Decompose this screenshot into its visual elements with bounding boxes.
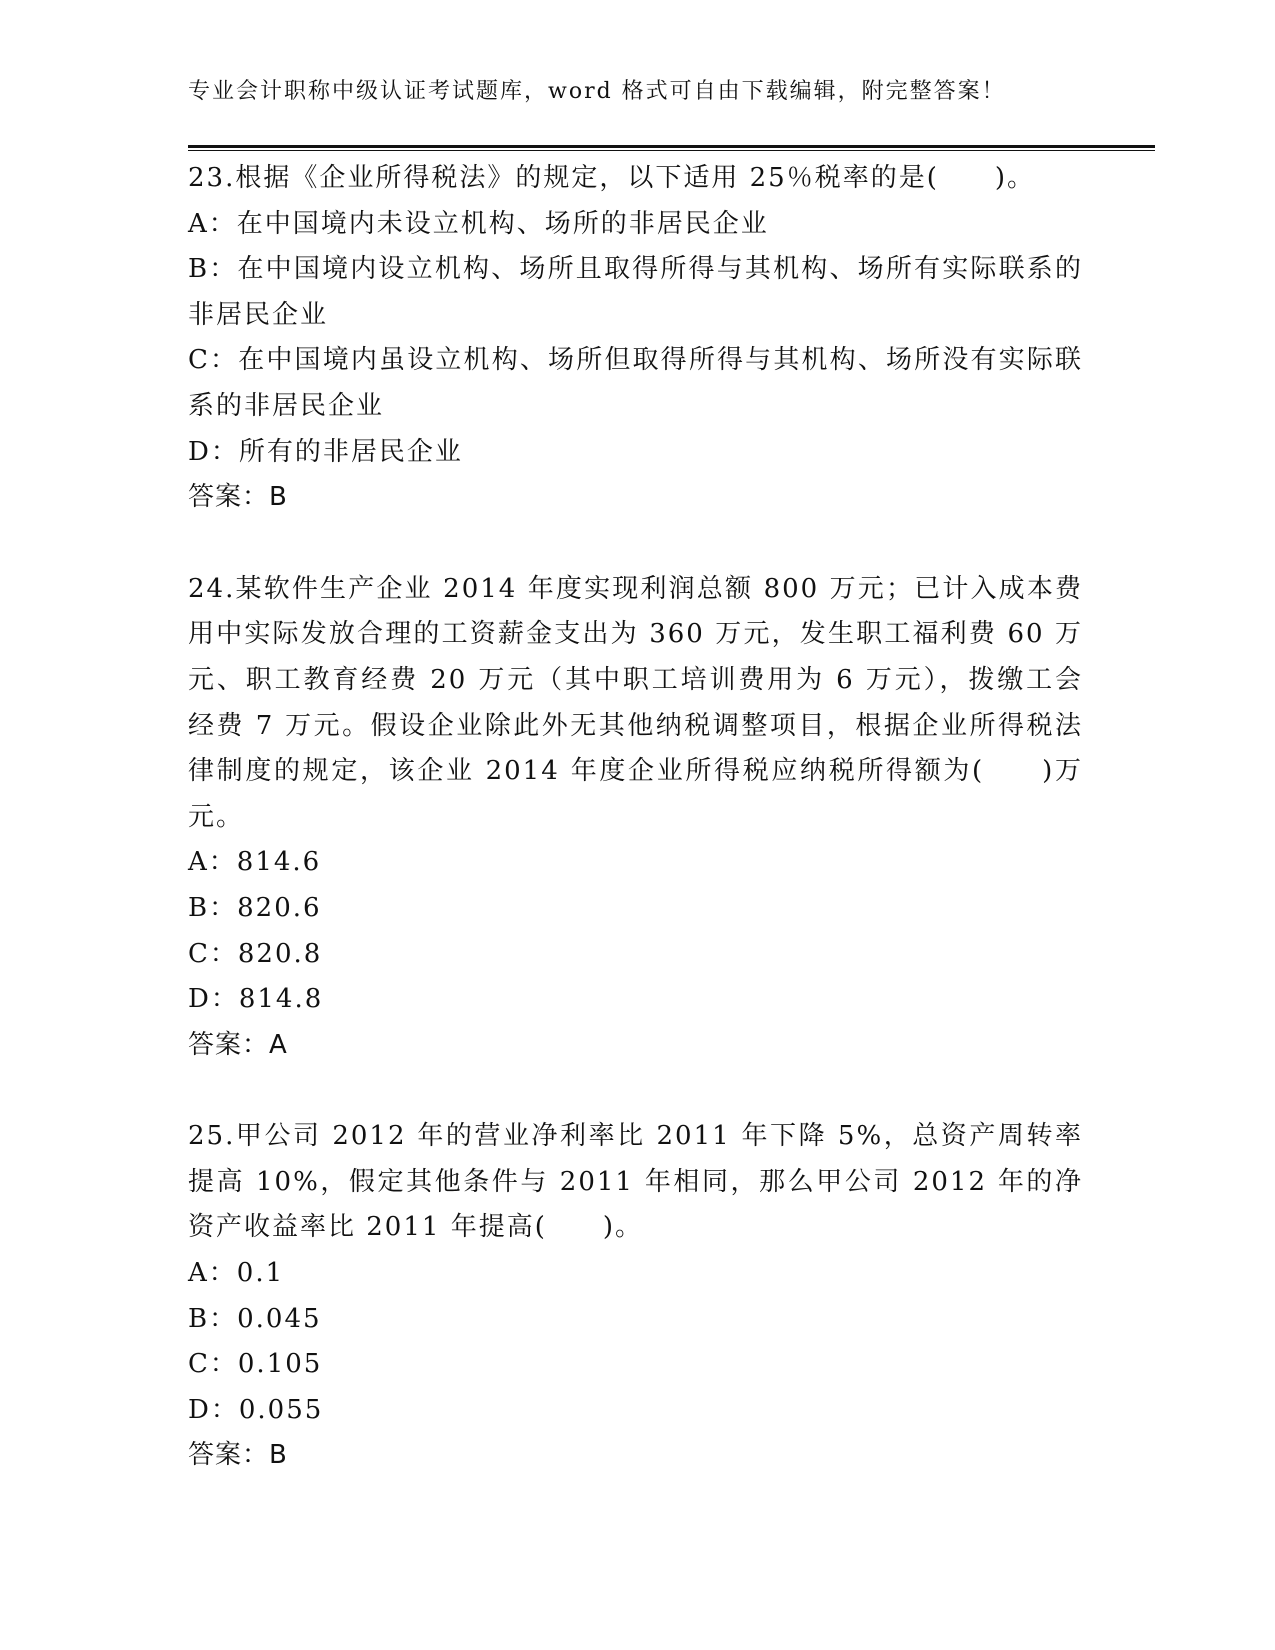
page-header: 专业会计职称中级认证考试题库，word 格式可自由下载编辑，附完整答案！ [188,79,1006,104]
header-rule-thin [188,150,1155,151]
option-c: C：0.105 [188,1349,323,1380]
question-24 [188,567,1083,1069]
option-b: B：0.045 [188,1303,322,1334]
option-b: B：820.6 [188,892,322,923]
answer: 答案：B [188,1440,288,1471]
answer: 答案：A [188,1029,288,1060]
question-stem: 23.根据《企业所得税法》的规定，以下适用 25％税率的是( )。 [188,163,1035,193]
option-a: A：814.6 [188,847,322,878]
option-a: A：0.1 [188,1258,285,1289]
header-rule-thick [188,145,1155,148]
question-list [188,156,1083,1479]
question-23 [188,156,1083,521]
option-a: A：在中国境内未设立机构、场所的非居民企业 [188,208,769,239]
option-c: C：在中国境内虽设立机构、场所但取得所得与其机构、场所没有实际联系的非居民企业 [188,345,1083,421]
question-stem: 24.某软件生产企业 2014 年度实现利润总额 800 万元；已计入成本费用中实际发放合理的工资薪金支出为 360 万元，发生职工福利费 60 万元、职工教育经费 20 万元（其中职工培训费用为 6 万元），拨缴工会经费 7 万元。假设企业除此外无其他纳税调整项目，根据企业所得税法律制度的规定，该企业 2014 年度企业所得税应纳税所得额为( )万元。 [188,573,1083,832]
option-b: B：在中国境内设立机构、场所且取得所得与其机构、场所有实际联系的非居民企业 [188,254,1083,330]
question-25 [188,1114,1083,1479]
question-stem: 25.甲公司 2012 年的营业净利率比 2011 年下降 5%，总资产周转率提高 10%，假定其他条件与 2011 年相同，那么甲公司 2012 年的净资产收益率比 2011 年提高( )。 [188,1121,1083,1243]
option-d: D：0.055 [188,1394,324,1425]
option-d: D：所有的非居民企业 [188,436,463,467]
option-d: D：814.8 [188,984,324,1015]
option-c: C：820.8 [188,938,323,969]
answer: 答案：B [188,482,288,513]
